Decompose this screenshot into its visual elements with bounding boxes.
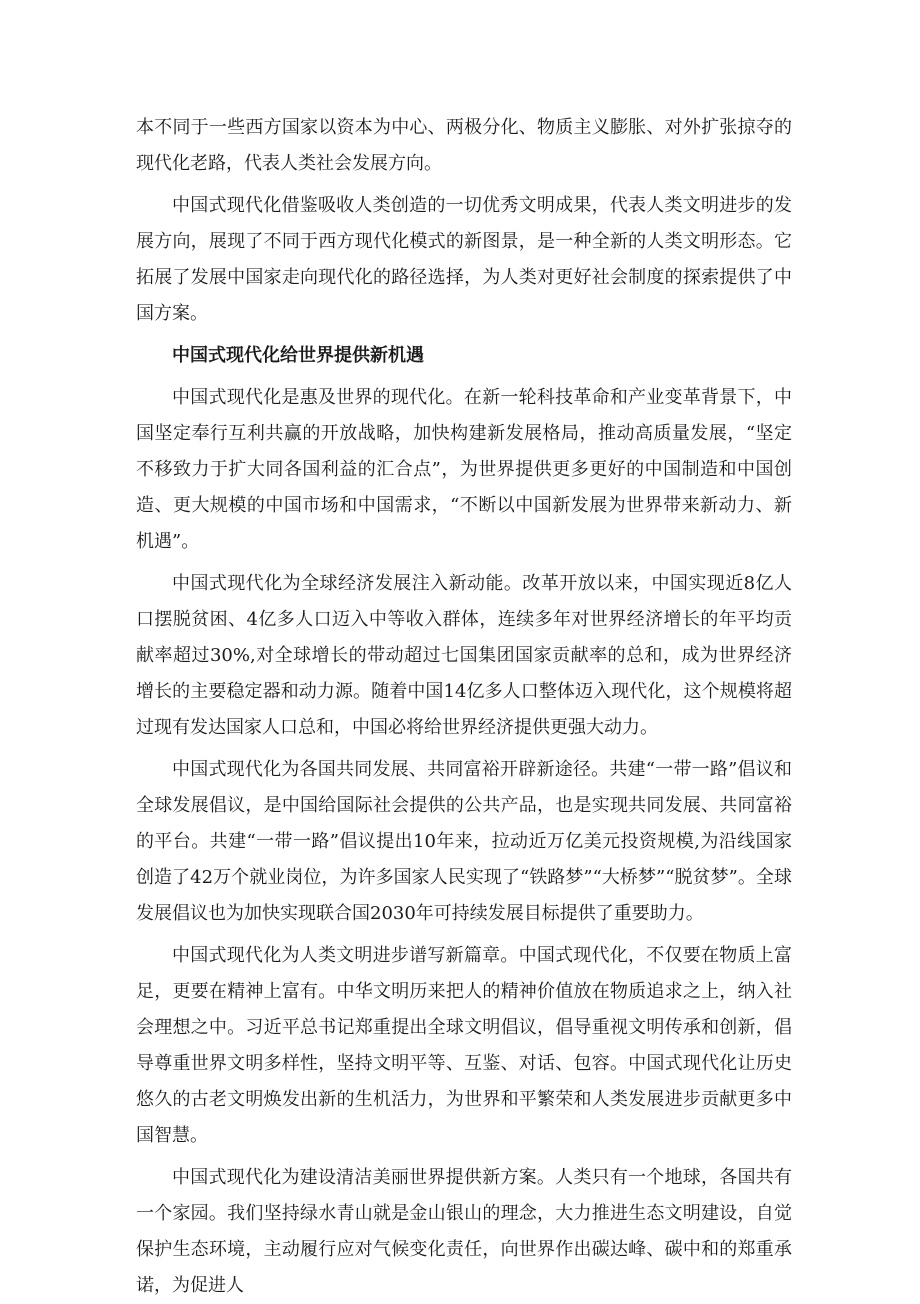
document-body — [136, 110, 792, 1304]
paragraph: 中国式现代化是惠及世界的现代化。在新一轮科技革命和产业变革背景下，中国坚定奉行互利共赢的开放战略，加快构建新发展格局，推动高质量发展，“坚定不移致力于扩大同各国利益的汇合点”，为世界提供更多更好的中国制造和中国创造、更大规模的中国市场和中国需求，“不断以中国新发展为世界带来新动力、新机遇”。 — [136, 387, 792, 552]
paragraph-continued: 本不同于一些西方国家以资本为中心、两极分化、物质主义膨胀、对外扩张掠夺的现代化老路，代表人类社会发展方向。 — [136, 117, 792, 174]
section-heading: 中国式现代化给世界提供新机遇 — [172, 345, 424, 366]
paragraph: 中国式现代化为各国共同发展、共同富裕开辟新途径。共建“一带一路”倡议和全球发展倡议，是中国给国际社会提供的公共产品，也是实现共同发展、共同富裕的平台。共建“一带一路”倡议提出10年来，拉动近万亿美元投资规模,为沿线国家创造了42万个就业岗位，为许多国家人民实现了“铁路梦”“大桥梦”“脱贫梦”。全球发展倡议也为加快实现联合国2030年可持续发展目标提供了重要助力。 — [136, 759, 792, 924]
paragraph: 中国式现代化借鉴吸收人类创造的一切优秀文明成果，代表人类文明进步的发展方向，展现了不同于西方现代化模式的新图景，是一种全新的人类文明形态。它拓展了发展中国家走向现代化的路径选择，为人类对更好社会制度的探索提供了中国方案。 — [136, 195, 792, 324]
paragraph: 中国式现代化为人类文明进步谱写新篇章。中国式现代化，不仅要在物质上富足，更要在精神上富有。中华文明历来把人的精神价值放在物质追求之上，纳入社会理想之中。习近平总书记郑重提出全球文明倡议，倡导重视文明传承和创新，倡导尊重世界文明多样性，坚持文明平等、互鉴、对话、包容。中国式现代化让历史悠久的古老文明焕发出新的生机活力，为世界和平繁荣和人类发展进步贡献更多中国智慧。 — [136, 945, 792, 1146]
paragraph: 中国式现代化为全球经济发展注入新动能。改革开放以来，中国实现近8亿人口摆脱贫困、4亿多人口迈入中等收入群体，连续多年对世界经济增长的年平均贡献率超过30%,对全球增长的带动超过七国集团国家贡献率的总和，成为世界经济增长的主要稳定器和动力源。随着中国14亿多人口整体迈入现代化，这个规模将超过现有发达国家人口总和，中国必将给世界经济提供更强大动力。 — [136, 573, 792, 738]
paragraph: 中国式现代化为建设清洁美丽世界提供新方案。人类只有一个地球，各国共有一个家园。我们坚持绿水青山就是金山银山的理念，大力推进生态文明建设，自觉保护生态环境，主动履行应对气候变化责任，向世界作出碳达峰、碳中和的郑重承诺，为促进人 — [136, 1167, 792, 1296]
